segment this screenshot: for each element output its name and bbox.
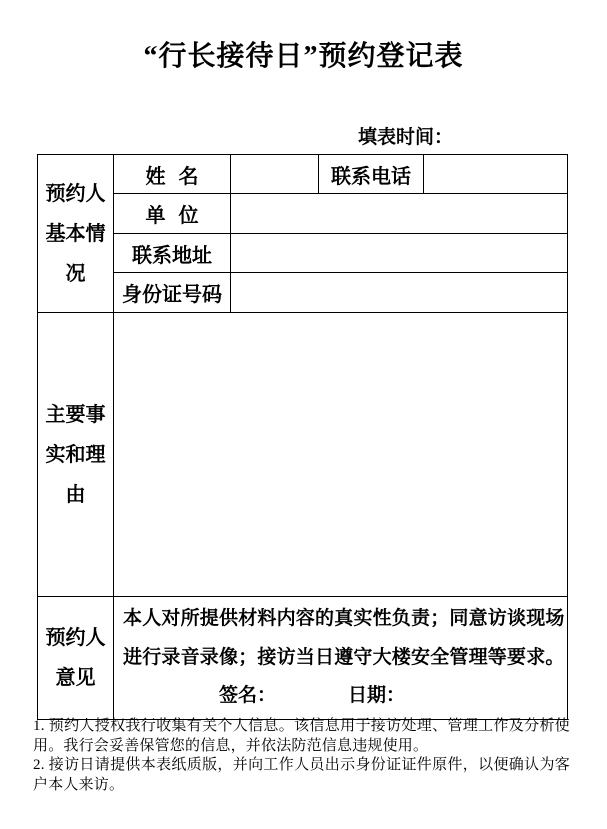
signature-label[interactable]: 签名： [219,685,277,706]
phone-field-value[interactable] [424,155,568,194]
phone-field-label: 联系电话 [319,155,424,194]
table-row [38,234,568,273]
section-opinion-label: 预约人意见 [38,597,114,720]
name-field-label: 姓名 [114,155,231,194]
opinion-statement-line-1: 本人对所提供材料内容的真实性负责；同意访谈现场 [123,608,565,629]
address-field-label: 联系地址 [114,234,231,273]
name-field-value[interactable] [231,155,319,194]
table-row [38,273,568,313]
id-number-field-label: 身份证号码 [114,273,231,313]
registration-table [37,154,568,720]
date-label[interactable]: 日期： [348,685,406,706]
unit-field-value[interactable] [231,194,568,234]
opinion-content-cell [114,597,568,720]
footnote-2: 2. 接访日请提供本表纸质版，并向工作人员出示身份证证件原件，以便确认为客户本人来访。 [33,757,570,793]
main-facts-value-area[interactable] [114,313,568,597]
footnote-1: 1. 预约人授权我行收集有关个人信息。该信息用于接访处理、管理工作及分析使用。我行会妥善保管您的信息，并依法防范信息违规使用。 [33,718,570,754]
table-row [38,155,568,194]
table-row [38,194,568,234]
footnotes [33,717,570,795]
fill-time-label: 填表时间： [358,127,454,148]
page-title: “行长接待日”预约登记表 [143,41,464,72]
table-row [38,597,568,720]
address-field-value[interactable] [231,234,568,273]
section-main-facts-label: 主要事实和理由 [38,313,114,597]
table-row [38,313,568,597]
id-number-field-value[interactable] [231,273,568,313]
section-basic-info-label: 预约人基本情况 [38,155,114,313]
signature-date-row [123,677,559,715]
unit-field-label: 单位 [114,194,231,234]
opinion-statement-line-2: 进行录音录像；接访当日遵守大楼安全管理等要求。 [123,647,565,668]
